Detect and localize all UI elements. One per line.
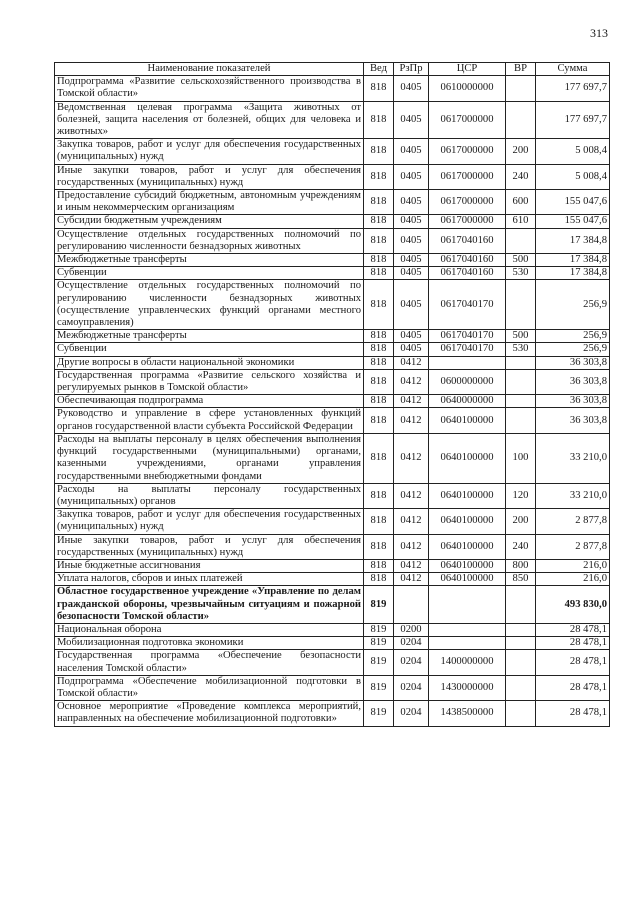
row-sum: 216,0: [536, 559, 610, 572]
row-name: Национальная оборона: [55, 623, 364, 636]
row-csr: 0617040170: [429, 343, 506, 356]
row-vr: [506, 701, 536, 726]
table-row: [55, 190, 610, 215]
table-row: [55, 139, 610, 164]
row-vr: [506, 623, 536, 636]
row-csr: 0640100000: [429, 509, 506, 534]
row-name: Областное государственное учреждение «Управление по делам гражданской обороны, чрезвычайным ситуациям и пожарной безопасности Томской области»: [55, 586, 364, 624]
row-name: Иные закупки товаров, работ и услуг для обеспечения государственных (муниципальных) нужд: [55, 164, 364, 189]
table-row: [55, 267, 610, 280]
row-csr: 1400000000: [429, 650, 506, 675]
row-sum: 28 478,1: [536, 637, 610, 650]
row-sum: 5 008,4: [536, 139, 610, 164]
row-name: Руководство и управление в сфере установленных функций органов государственной власти субъекта Российской Федерации: [55, 408, 364, 433]
row-rzpr: 0405: [394, 76, 429, 101]
row-ved: 818: [364, 573, 394, 586]
row-csr: 0640100000: [429, 483, 506, 508]
row-name: Осуществление отдельных государственных полномочий по регулированию численности безнадзорных животных: [55, 228, 364, 253]
row-rzpr: 0412: [394, 408, 429, 433]
table-row: [55, 559, 610, 572]
row-vr: [506, 408, 536, 433]
header-rzpr: РзПр: [394, 63, 429, 76]
row-ved: 818: [364, 483, 394, 508]
row-vr: [506, 637, 536, 650]
row-ved: 818: [364, 139, 394, 164]
row-rzpr: 0405: [394, 139, 429, 164]
row-sum: 36 303,8: [536, 369, 610, 394]
row-name: Иные бюджетные ассигнования: [55, 559, 364, 572]
row-name: Уплата налогов, сборов и иных платежей: [55, 573, 364, 586]
row-rzpr: 0204: [394, 650, 429, 675]
row-csr: 0640100000: [429, 408, 506, 433]
row-name: Подпрограмма «Обеспечение мобилизационной подготовки в Томской области»: [55, 675, 364, 700]
table-row: [55, 215, 610, 228]
row-rzpr: 0405: [394, 280, 429, 330]
row-csr: 0617040160: [429, 228, 506, 253]
row-name: Расходы на выплаты персоналу в целях обеспечения выполнения функций государственными (муниципальными) органами, казенными учреждениями, органами управления государственными внебюджетными фондами: [55, 433, 364, 483]
row-csr: [429, 623, 506, 636]
row-csr: 0610000000: [429, 76, 506, 101]
row-name: Закупка товаров, работ и услуг для обеспечения государственных (муниципальных) нужд: [55, 139, 364, 164]
row-vr: [506, 586, 536, 624]
row-vr: [506, 280, 536, 330]
row-sum: 5 008,4: [536, 164, 610, 189]
row-name: Субвенции: [55, 267, 364, 280]
row-vr: 120: [506, 483, 536, 508]
row-rzpr: 0405: [394, 267, 429, 280]
row-sum: 33 210,0: [536, 483, 610, 508]
table-row: [55, 623, 610, 636]
row-sum: 177 697,7: [536, 101, 610, 139]
row-csr: [429, 586, 506, 624]
row-rzpr: 0204: [394, 637, 429, 650]
row-ved: 818: [364, 280, 394, 330]
row-rzpr: 0405: [394, 228, 429, 253]
table-row: [55, 280, 610, 330]
row-name: Субвенции: [55, 343, 364, 356]
row-ved: 818: [364, 267, 394, 280]
row-vr: 200: [506, 509, 536, 534]
row-rzpr: 0412: [394, 534, 429, 559]
table-row: [55, 637, 610, 650]
row-vr: 530: [506, 267, 536, 280]
row-ved: 819: [364, 675, 394, 700]
table-row: [55, 164, 610, 189]
table-row: [55, 408, 610, 433]
row-vr: 530: [506, 343, 536, 356]
row-rzpr: 0204: [394, 701, 429, 726]
row-csr: 1438500000: [429, 701, 506, 726]
table-body: [55, 76, 610, 726]
header-csr: ЦСР: [429, 63, 506, 76]
row-sum: 155 047,6: [536, 215, 610, 228]
row-name: Закупка товаров, работ и услуг для обеспечения государственных (муниципальных) нужд: [55, 509, 364, 534]
row-name: Государственная программа «Развитие сельского хозяйства и регулируемых рынков в Томской области»: [55, 369, 364, 394]
row-name: Основное мероприятие «Проведение комплекса мероприятий, направленных на обеспечение мобилизационной подготовки»: [55, 701, 364, 726]
row-rzpr: 0412: [394, 509, 429, 534]
row-ved: 819: [364, 650, 394, 675]
row-csr: 0600000000: [429, 369, 506, 394]
table-row: [55, 330, 610, 343]
budget-table: [54, 62, 610, 727]
row-rzpr: 0412: [394, 483, 429, 508]
row-rzpr: 0412: [394, 433, 429, 483]
header-vr: ВР: [506, 63, 536, 76]
row-vr: 800: [506, 559, 536, 572]
row-sum: 17 384,8: [536, 267, 610, 280]
row-name: Осуществление отдельных государственных полномочий по регулированию численности безнадзорных животных (осуществление управленческих функций органами местного самоуправления): [55, 280, 364, 330]
row-sum: 2 877,8: [536, 534, 610, 559]
row-csr: 0640000000: [429, 395, 506, 408]
table-row: [55, 356, 610, 369]
table-row: [55, 509, 610, 534]
table-header-row: [55, 63, 610, 76]
table-row: [55, 254, 610, 267]
table-row: [55, 586, 610, 624]
row-sum: 256,9: [536, 343, 610, 356]
row-ved: 818: [364, 76, 394, 101]
row-csr: 0617040160: [429, 254, 506, 267]
row-csr: 0617000000: [429, 164, 506, 189]
row-name: Государственная программа «Обеспечение безопасности населения Томской области»: [55, 650, 364, 675]
row-ved: 818: [364, 343, 394, 356]
row-rzpr: 0405: [394, 343, 429, 356]
row-csr: 0640100000: [429, 534, 506, 559]
table-row: [55, 701, 610, 726]
row-rzpr: 0405: [394, 164, 429, 189]
row-rzpr: 0405: [394, 330, 429, 343]
table-row: [55, 483, 610, 508]
row-name: Подпрограмма «Развитие сельскохозяйственного производства в Томской области»: [55, 76, 364, 101]
row-csr: 0617000000: [429, 139, 506, 164]
row-name: Межбюджетные трансферты: [55, 330, 364, 343]
row-vr: 500: [506, 330, 536, 343]
row-csr: 0617000000: [429, 101, 506, 139]
row-vr: [506, 369, 536, 394]
row-rzpr: 0412: [394, 356, 429, 369]
row-csr: 0640100000: [429, 559, 506, 572]
row-name: Ведомственная целевая программа «Защита животных от болезней, защита населения от болезней, общих для человека и животных»: [55, 101, 364, 139]
row-ved: 818: [364, 228, 394, 253]
table-row: [55, 343, 610, 356]
table-row: [55, 573, 610, 586]
table-row: [55, 650, 610, 675]
row-sum: 36 303,8: [536, 408, 610, 433]
row-sum: 155 047,6: [536, 190, 610, 215]
row-rzpr: 0405: [394, 190, 429, 215]
row-name: Иные закупки товаров, работ и услуг для обеспечения государственных (муниципальных) нужд: [55, 534, 364, 559]
row-ved: 818: [364, 369, 394, 394]
row-sum: 28 478,1: [536, 623, 610, 636]
row-vr: [506, 101, 536, 139]
row-ved: 818: [364, 254, 394, 267]
row-sum: 17 384,8: [536, 228, 610, 253]
row-vr: [506, 650, 536, 675]
row-csr: 0617000000: [429, 190, 506, 215]
row-name: Предоставление субсидий бюджетным, автономным учреждениям и иным некоммерческим организациям: [55, 190, 364, 215]
row-ved: 818: [364, 559, 394, 572]
row-ved: 818: [364, 190, 394, 215]
row-vr: 240: [506, 534, 536, 559]
row-vr: [506, 228, 536, 253]
row-vr: 600: [506, 190, 536, 215]
row-name: Другие вопросы в области национальной экономики: [55, 356, 364, 369]
row-csr: [429, 637, 506, 650]
row-vr: [506, 356, 536, 369]
row-ved: 818: [364, 215, 394, 228]
row-csr: [429, 356, 506, 369]
row-sum: 256,9: [536, 280, 610, 330]
row-sum: 2 877,8: [536, 509, 610, 534]
row-csr: 0640100000: [429, 433, 506, 483]
row-sum: 33 210,0: [536, 433, 610, 483]
row-sum: 17 384,8: [536, 254, 610, 267]
row-rzpr: 0405: [394, 215, 429, 228]
row-sum: 36 303,8: [536, 356, 610, 369]
row-sum: 36 303,8: [536, 395, 610, 408]
row-ved: 818: [364, 330, 394, 343]
table-row: [55, 675, 610, 700]
row-vr: [506, 675, 536, 700]
row-sum: 177 697,7: [536, 76, 610, 101]
row-vr: 100: [506, 433, 536, 483]
row-rzpr: 0412: [394, 395, 429, 408]
row-rzpr: 0412: [394, 369, 429, 394]
row-ved: 819: [364, 637, 394, 650]
row-ved: 818: [364, 534, 394, 559]
row-name: Мобилизационная подготовка экономики: [55, 637, 364, 650]
row-sum: 28 478,1: [536, 701, 610, 726]
table-row: [55, 228, 610, 253]
row-sum: 216,0: [536, 573, 610, 586]
row-sum: 28 478,1: [536, 650, 610, 675]
row-sum: 28 478,1: [536, 675, 610, 700]
table-row: [55, 101, 610, 139]
row-rzpr: 0200: [394, 623, 429, 636]
row-vr: 610: [506, 215, 536, 228]
row-sum: 493 830,0: [536, 586, 610, 624]
row-vr: 200: [506, 139, 536, 164]
page-number: 313: [590, 26, 608, 40]
row-rzpr: 0405: [394, 101, 429, 139]
row-vr: 500: [506, 254, 536, 267]
row-vr: [506, 76, 536, 101]
row-ved: 818: [364, 101, 394, 139]
table-row: [55, 534, 610, 559]
row-name: Расходы на выплаты персоналу государственных (муниципальных) органов: [55, 483, 364, 508]
row-ved: 818: [364, 395, 394, 408]
row-name: Межбюджетные трансферты: [55, 254, 364, 267]
row-rzpr: 0412: [394, 559, 429, 572]
table-row: [55, 369, 610, 394]
table-row: [55, 433, 610, 483]
row-vr: 850: [506, 573, 536, 586]
row-csr: 0617040170: [429, 330, 506, 343]
row-rzpr: [394, 586, 429, 624]
row-vr: [506, 395, 536, 408]
row-ved: 818: [364, 509, 394, 534]
row-name: Обеспечивающая подпрограмма: [55, 395, 364, 408]
row-name: Субсидии бюджетным учреждениям: [55, 215, 364, 228]
row-ved: 819: [364, 623, 394, 636]
row-vr: 240: [506, 164, 536, 189]
table-row: [55, 76, 610, 101]
row-ved: 818: [364, 408, 394, 433]
table-row: [55, 395, 610, 408]
header-name: Наименование показателей: [55, 63, 364, 76]
row-rzpr: 0405: [394, 254, 429, 267]
row-csr: 0640100000: [429, 573, 506, 586]
row-ved: 819: [364, 586, 394, 624]
row-csr: 1430000000: [429, 675, 506, 700]
row-ved: 818: [364, 164, 394, 189]
row-sum: 256,9: [536, 330, 610, 343]
row-csr: 0617000000: [429, 215, 506, 228]
row-ved: 819: [364, 701, 394, 726]
row-rzpr: 0204: [394, 675, 429, 700]
row-rzpr: 0412: [394, 573, 429, 586]
row-csr: 0617040170: [429, 280, 506, 330]
header-ved: Вед: [364, 63, 394, 76]
row-ved: 818: [364, 356, 394, 369]
row-csr: 0617040160: [429, 267, 506, 280]
row-ved: 818: [364, 433, 394, 483]
header-sum: Сумма: [536, 63, 610, 76]
